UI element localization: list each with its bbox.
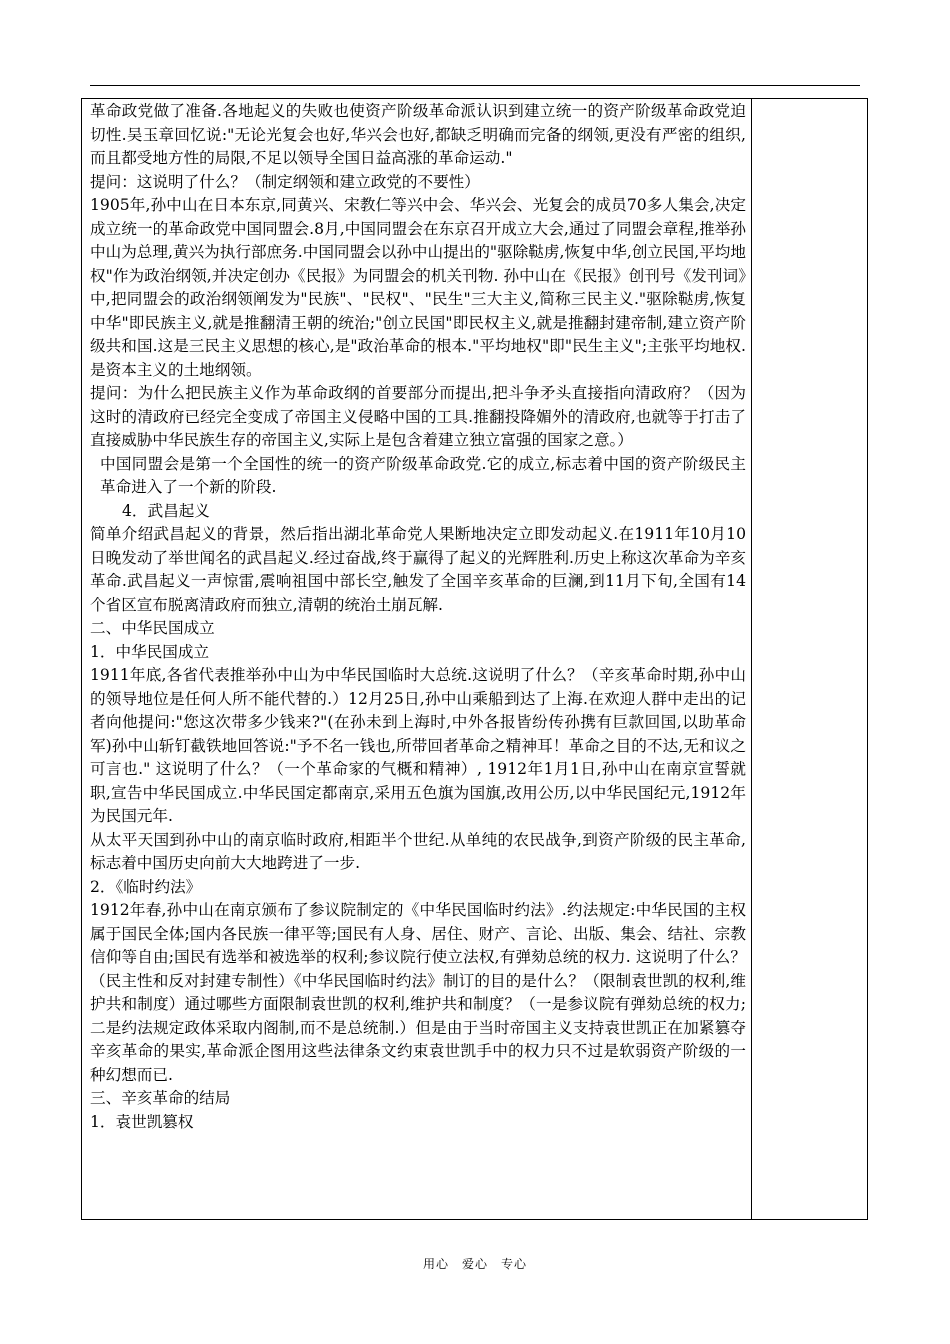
- question: 提问：为什么把民族主义作为革命政纲的首要部分而提出,把斗争矛头直接指向清政府？（因为这时的清政府已经完全变成了帝国主义侵略中国的工具.推翻投降媚外的清政府,也就等于打击了直接威胁中华民族生存的帝国主义,实际上是包含着建立独立富强的国家之意。）: [90, 384, 746, 449]
- paragraph: 中国同盟会是第一个全国性的统一的资产阶级革命政党.它的成立,标志着中国的资产阶级民主革命进入了一个新的阶段.: [100, 454, 746, 496]
- subheading: 1．中华民国成立: [90, 642, 210, 661]
- paragraph: 革命政党做了准备.各地起义的失败也使资产阶级革命派认识到建立统一的资产阶级革命政党迫切性.吴玉章回忆说:"无论光复会也好,华兴会也好,都缺乏明确而完备的纲领,更没有严密的组织,而且都受地方性的局限,不足以领导全国日益高涨的革命运动.": [90, 102, 746, 167]
- paragraph: 1905年,孙中山在日本东京,同黄兴、宋教仁等兴中会、华兴会、光复会的成员70多人集会,决定成立统一的革命政党中国同盟会.8月,中国同盟会在东京召开成立大会,通过了同盟会章程,推举孙中山为总理,黄兴为执行部庶务.中国同盟会以孙中山提出的"驱除鞑虏,恢复中华,创立民国,平均地权"作为政治纲领,并决定创办《民报》为同盟会的机关刊物. 孙中山在《民报》创刊号《发刊词》中,把同盟会的政治纲领阐发为"民族"、"民权"、"民生"三大主义,简称三民主义."驱除鞑虏,恢复中华"即民族主义,就是推翻清王朝的统治;"创立民国"即民权主义,就是推翻封建帝制,建立资产阶级共和国.这是三民主义思想的核心,是"政治革命的根本."平均地权"即"民生主义";主张平均地权.是资本主义的土地纲领。: [90, 196, 746, 379]
- header-rule: [90, 85, 860, 86]
- subheading: 4．武昌起义: [122, 501, 210, 520]
- subheading: 1．袁世凯篡权: [90, 1112, 194, 1131]
- paragraph: 1912年春,孙中山在南京颁布了参议院制定的《中华民国临时约法》.约法规定:中华民国的主权属于国民全体;国内各民族一律平等;国民有人身、居住、财产、言论、出版、集会、结社、宗教信仰等自由;国民有选举和被选举的权利;参议院行使立法权,有弹劾总统的权力. 这说明了什么？（民主性和反对封建专制性）《中华民国临时约法》制订的目的是什么？（限制袁世凯的权利,维护共和制度）通过哪些方面限制袁世凯的权利,维护共和制度？（一是参议院有弹劾总统的权力;二是约法规定政体采取内阁制,而不是总统制.）但是由于当时帝国主义支持袁世凯正在加紧篡夺辛亥革命的果实,革命派企图用这些法律条文约束袁世凯手中的权力只不过是软弱资产阶级的一种幻想而已.: [90, 901, 746, 1084]
- section-heading: 二、中华民国成立: [90, 619, 215, 637]
- section-heading: 三、辛亥革命的结局: [90, 1089, 231, 1107]
- subheading: 2．《临时约法》: [90, 877, 202, 896]
- paragraph: 简单介绍武昌起义的背景，然后指出湖北革命党人果断地决定立即发动起义.在1911年10月10日晚发动了举世闻名的武昌起义.经过奋战,终于赢得了起义的光辉胜利.历史上称这次革命为辛亥革命.武昌起义一声惊雷,震响祖国中部长空,触发了全国辛亥革命的巨澜,到11月下旬,全国有14个省区宣布脱离清政府而独立,清朝的统治土崩瓦解.: [90, 525, 746, 614]
- main-text-cell: [90, 100, 746, 1134]
- question: 提问：这说明了什么？（制定纲领和建立政党的不要性）: [90, 172, 480, 191]
- page-footer: 用心 爱心 专心: [422, 1257, 527, 1271]
- content-table: [81, 98, 868, 1220]
- column-divider: [751, 99, 752, 1219]
- paragraph: 1911年底,各省代表推举孙中山为中华民国临时大总统.这说明了什么？（辛亥革命时期,孙中山的领导地位是任何人所不能代替的.）12月25日,孙中山乘船到达了上海.在欢迎人群中走出的记者向他提问:"您这次带多少钱来?"(在孙未到上海时,中外各报皆纷传孙携有巨款回国,以助革命军)孙中山斩钉截铁地回答说:"予不名一钱也,所带回者革命之精神耳！革命之目的不达,无和议之可言也." 这说明了什么？（一个革命家的气概和精神）, 1912年1月1日,孙中山在南京宣誓就职,宣告中华民国成立.中华民国定都南京,采用五色旗为国旗,改用公历,以中华民国纪元,1912年为民国元年.: [90, 666, 746, 825]
- paragraph: 从太平天国到孙中山的南京临时政府,相距半个世纪.从单纯的农民战争,到资产阶级的民主革命,标志着中国历史向前大大地跨进了一步.: [90, 830, 746, 872]
